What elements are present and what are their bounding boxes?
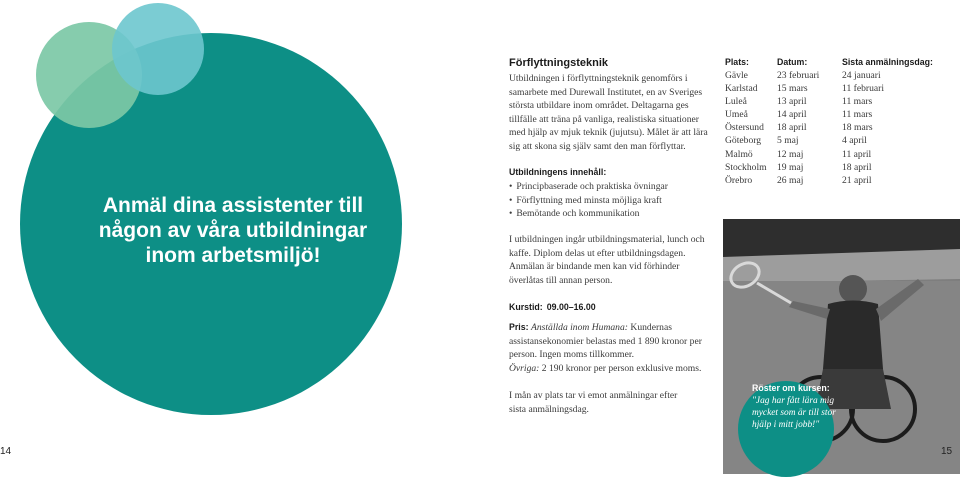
place-cell: Östersund (725, 122, 764, 134)
deadline-cell: 11 februari (842, 83, 884, 95)
header-date: Datum: (777, 57, 808, 67)
deadline-cell: 11 april (842, 148, 872, 160)
list-item: • Bemötande och kommunikation (509, 207, 668, 221)
table-header-row (725, 55, 942, 69)
place-cell: Luleå (725, 96, 747, 108)
date-cell: 26 maj (777, 174, 804, 186)
content-heading: Utbildningens innehåll: (509, 167, 607, 177)
table-row (725, 134, 942, 147)
table-row (725, 82, 942, 95)
date-cell: 23 februari (777, 70, 820, 81)
price-group-label: Anställda inom Humana: (530, 322, 628, 333)
deadline-cell: 18 mars (842, 122, 873, 134)
deadline-cell: 11 mars (842, 109, 873, 121)
date-cell: 13 april (777, 96, 807, 108)
date-cell: 19 maj (777, 161, 804, 173)
table-row (725, 148, 942, 161)
quote-text: "Jag har fått lära mig mycket som är till stor hjälp i mitt jobb!" (752, 396, 836, 430)
headline: Anmäl dina assistenter till någon av våra utbildningar inom arbetsmiljö! (98, 194, 368, 267)
quote-heading: Röster om kursen: (752, 383, 830, 393)
decorative-cyan-circle (112, 3, 204, 95)
table-row (725, 69, 942, 82)
price-text: Kundernas assistansekonomier belastas med 1 890 kronor per person. Ingen moms tillkommer. (509, 322, 702, 361)
deadline-cell: 4 april (842, 135, 867, 147)
table-row (725, 95, 942, 108)
date-cell: 18 april (777, 122, 807, 134)
course-intro: Utbildningen i förflyttningsteknik genomförs i samarbete med Durewall Institutet, en av Sveriges största utbildare inom området. Deltagarna ges tillfälle att träna på vanliga, realistiska situationer med hjälp av mjuk teknik (jujutsu). Målet är att lära sig att skona sig själv samt den man förflyttar. (509, 73, 708, 152)
place-cell: Stockholm (725, 161, 767, 173)
price-info (509, 321, 709, 375)
date-cell: 14 april (777, 109, 807, 121)
price-other-label: Övriga: (509, 362, 540, 374)
list-item: • Principbaserade och praktiska övningar (509, 180, 668, 194)
price-label: Pris: (509, 322, 529, 332)
header-place: Plats: (725, 57, 749, 67)
place-cell: Örebro (725, 174, 753, 186)
deadline-cell: 24 januari (842, 70, 881, 81)
date-cell: 5 maj (777, 135, 799, 147)
deadline-cell: 21 april (842, 174, 872, 186)
table-row (725, 161, 942, 174)
time-label: Kurstid: (509, 302, 543, 312)
table-row (725, 108, 942, 121)
page-number-left: 14 (0, 446, 12, 457)
page-number-right: 15 (941, 446, 953, 457)
price-other-text: 2 190 kronor per person exklusive moms. (541, 362, 702, 374)
place-cell: Malmö (725, 148, 753, 160)
table-row (725, 174, 942, 187)
time-value: 09.00–16.00 (546, 302, 596, 312)
course-time (509, 297, 596, 315)
date-cell: 15 mars (777, 83, 808, 95)
header-deadline: Sista anmälningsdag: (842, 57, 933, 67)
content-list (509, 180, 668, 221)
late-registration-note: I mån av plats tar vi emot anmälningar efter sista anmälningsdag. (509, 390, 678, 415)
place-cell: Gävle (725, 70, 748, 81)
material-info: I utbildningen ingår utbildningsmaterial, lunch och kaffe. Diplom delas ut efter utbildningsdagen. Anmälan är bindande men kan vid förhinder överlåtas till annan person. (509, 234, 705, 286)
place-cell: Karlstad (725, 83, 758, 95)
deadline-cell: 18 april (842, 161, 872, 173)
place-cell: Umeå (725, 109, 748, 121)
date-cell: 12 maj (777, 148, 804, 160)
deadline-cell: 11 mars (842, 96, 873, 108)
course-title: Förflyttningsteknik (509, 57, 609, 69)
list-item: • Förflyttning med minsta möjliga kraft (509, 194, 668, 208)
schedule-table (725, 55, 942, 187)
place-cell: Göteborg (725, 135, 762, 147)
table-row (725, 121, 942, 134)
